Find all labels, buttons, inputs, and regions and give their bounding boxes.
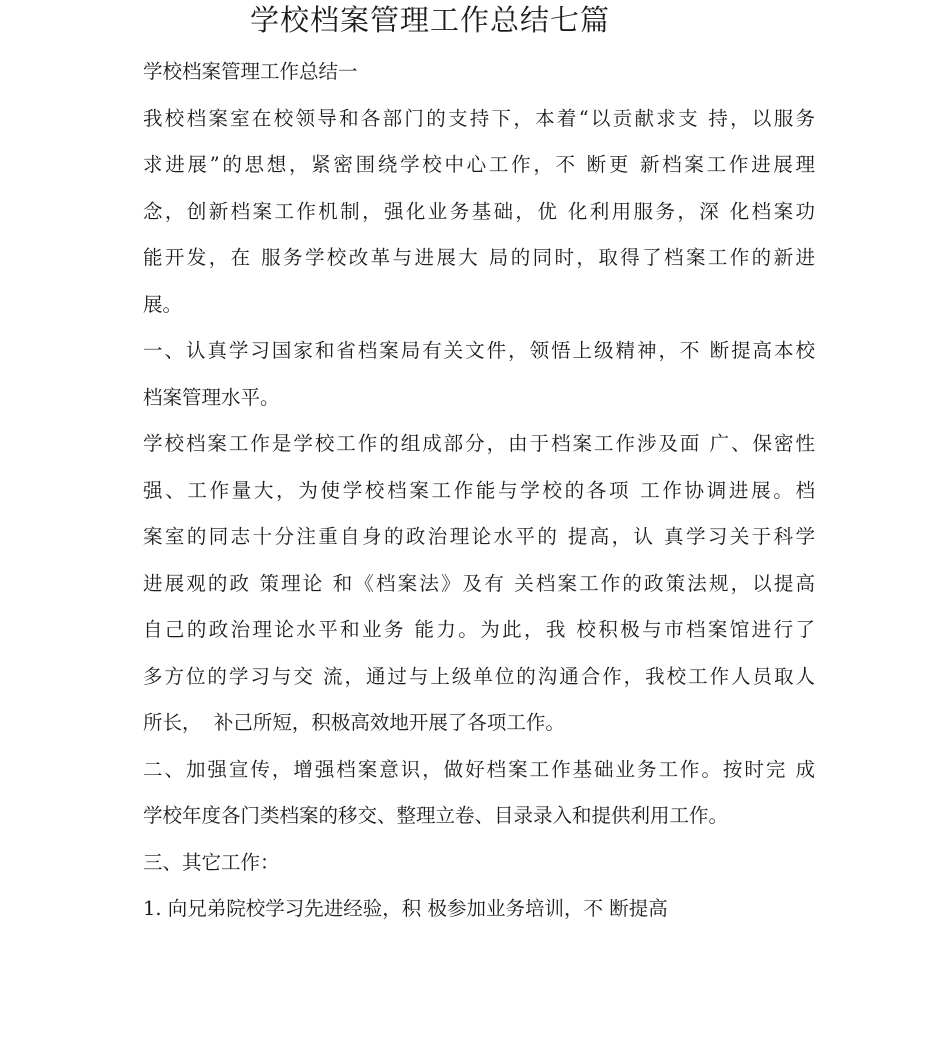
paragraph-line: 案室的同志十分注重自身的政治理论水平的 提高，认 真学习关于科学 (143, 525, 815, 548)
paragraph-line: 所长， 补己所短，积极高效地开展了各项工作。 (143, 711, 565, 734)
document-title: 学校档案管理工作总结七篇 (249, 3, 610, 37)
paragraph-line: 多方位的学习与交 流，通过与上级单位的沟通合作，我校工作人员取人 (143, 664, 815, 688)
paragraph-line: 1. 向兄弟院校学习先进经验，积 极参加业务培训，不 断提高 (143, 897, 668, 920)
paragraph-line: 我校档案室在校领导和各部门的支持下，本着“以贡献求支 持，以服务 (143, 106, 815, 130)
paragraph-line: 档案管理水平。 (143, 385, 280, 409)
paragraph-line: 一、认真学习国家和省档案局有关文件，领悟上级精神，不 断提高本校 (143, 339, 815, 362)
paragraph-line: 学校档案工作是学校工作的组成部分，由于档案工作涉及面 广、保密性 (143, 432, 815, 455)
document-body (143, 49, 815, 933)
paragraph-line: 展。 (143, 292, 183, 316)
section-heading: 学校档案管理工作总结一 (143, 60, 358, 83)
paragraph-line: 求进展”的思想，紧密围绕学校中心工作，不 断更 新档案工作进展理 (143, 153, 815, 176)
paragraph-line: 能开发，在 服务学校改革与进展大 局的同时，取得了档案工作的新进 (143, 246, 815, 269)
paragraph-line: 进展观的政 策理论 和《档案法》及有 关档案工作的政策法规，以提高 (143, 571, 815, 595)
paragraph-line: 三、其它工作： (143, 850, 280, 874)
paragraph-line: 自己的政治理论水平和业务 能力。为此，我 校积极与市档案馆进行了 (143, 618, 815, 641)
paragraph-line: 念，创新档案工作机制，强化业务基础，优 化利用服务，深 化档案功 (143, 199, 815, 223)
paragraph-line: 二、加强宣传，增强档案意识，做好档案工作基础业务工作。按时完 成 (143, 757, 815, 781)
paragraph-line: 学校年度各门类档案的移交、整理立卷、目录录入和提供利用工作。 (143, 804, 729, 827)
paragraph-line: 强、工作量大，为使学校档案工作能与学校的各项 工作协调进展。档 (143, 478, 815, 502)
